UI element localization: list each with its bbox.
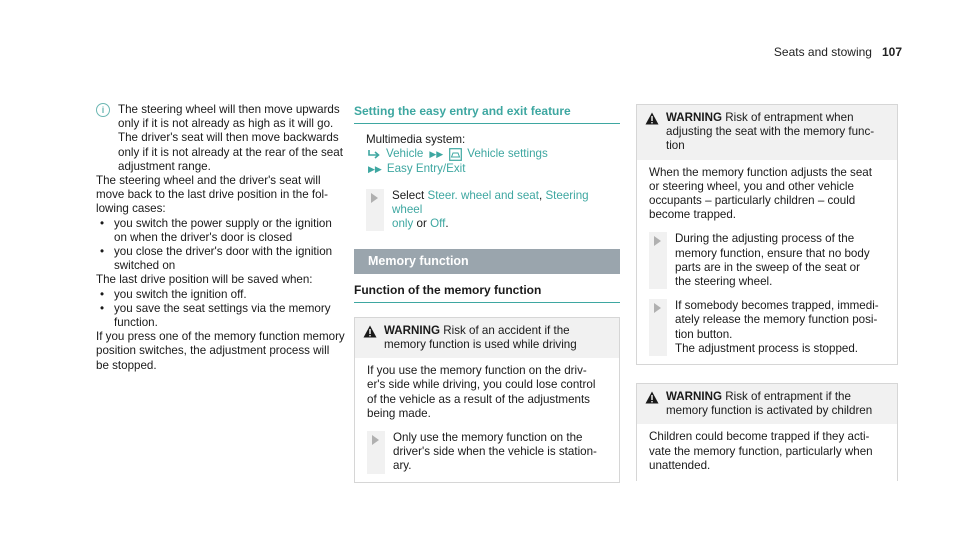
- menu-path: [368, 147, 620, 161]
- note-line: only if it is not already as high as it will go.: [118, 117, 334, 131]
- warning-body: [355, 358, 619, 481]
- warning-head: [637, 384, 897, 424]
- warning-box-entrapment-adjust: [636, 104, 898, 365]
- step-line: memory function, ensure that no body: [675, 246, 870, 260]
- path-vehicle-settings: Vehicle settings: [467, 147, 548, 161]
- menu-path-2: [368, 162, 620, 176]
- body-line: or steering wheel, you and other vehicle: [649, 179, 854, 193]
- column-left: [96, 103, 346, 373]
- warning-title-line: Risk of an accident if the: [443, 323, 570, 337]
- return-arrow-icon: [368, 149, 380, 160]
- warning-icon: [645, 391, 659, 404]
- body-line: of the vehicle as a result of the adjustments: [367, 392, 590, 406]
- step-line: The adjustment process is stopped.: [675, 341, 859, 355]
- page-number: 107: [881, 45, 902, 59]
- paragraph-cases: [96, 174, 346, 217]
- step-line: parts are in the sweep of the seat or: [675, 260, 860, 274]
- list-line: function.: [114, 316, 158, 330]
- note-line: The driver's seat will then move backwards: [118, 131, 339, 145]
- double-chevron-icon: ▶▶: [429, 149, 444, 160]
- para-line: position switches, the adjustment process will: [96, 344, 330, 358]
- warning-step: [649, 232, 885, 289]
- step-line: ately release the memory function posi-: [675, 313, 878, 327]
- body-line: become trapped.: [649, 208, 737, 222]
- page-header: [774, 45, 902, 59]
- warning-body: [637, 160, 897, 364]
- step-line: During the adjusting process of the: [675, 232, 855, 246]
- step-line: tion button.: [675, 327, 733, 341]
- paragraph-stop: [96, 330, 346, 373]
- double-chevron-icon: ▶▶: [368, 163, 382, 174]
- note-text: [118, 103, 343, 174]
- memory-function-bar: Memory function: [354, 249, 620, 273]
- body-line: If you use the memory function on the driv-: [367, 364, 587, 378]
- step-gutter: [649, 232, 667, 289]
- option-off: Off: [430, 217, 446, 231]
- warning-title-line: tion: [666, 139, 685, 153]
- paragraph-saved: The last drive position will be saved when:: [96, 273, 313, 287]
- body-line: vate the memory function, particularly when: [649, 444, 873, 458]
- step-line: ary.: [393, 459, 412, 473]
- list-item: [96, 302, 346, 330]
- option-steering-wheel: Steering wheel: [392, 188, 589, 217]
- warning-body: [637, 424, 897, 481]
- warning-label: WARNING: [384, 323, 441, 337]
- step-gutter: [649, 299, 667, 356]
- warning-box-accident: [354, 317, 620, 483]
- body-line: When the memory function adjusts the seat: [649, 165, 872, 179]
- list-line: on when the driver's door is closed: [114, 230, 293, 244]
- warning-head: [637, 105, 897, 160]
- warning-head: [355, 318, 619, 358]
- note-line: only if it is not already at the rear of the seat: [118, 145, 343, 159]
- warning-title-line: adjusting the seat with the memory func-: [666, 125, 875, 139]
- step-line: driver's side when the vehicle is station-: [393, 445, 597, 459]
- save-list: [96, 288, 346, 331]
- body-line: unattended.: [649, 458, 711, 472]
- step-line: the steering wheel.: [675, 275, 773, 289]
- option-only: only: [392, 217, 414, 231]
- step-arrow-icon: [371, 193, 378, 203]
- list-item: [96, 245, 346, 273]
- para-line: If you press one of the memory function memory: [96, 330, 345, 344]
- para-line: be stopped.: [96, 358, 157, 372]
- warning-title-line: memory function is activated by children: [666, 404, 873, 418]
- period: .: [445, 217, 449, 231]
- column-right: [636, 104, 898, 481]
- note: [96, 103, 346, 174]
- para-line: The steering wheel and the driver's seat will: [96, 174, 321, 188]
- path-easy-entry: Easy Entry/Exit: [386, 161, 466, 175]
- memory-subheading: Function of the memory function: [354, 283, 620, 303]
- system-label: Multimedia system:: [366, 133, 466, 147]
- list-line: • you switch the power supply or the ignition: [114, 216, 332, 230]
- step-line: Only use the memory function on the: [393, 431, 583, 445]
- option-steer-wheel-seat: Steer. wheel and seat: [427, 188, 539, 202]
- or-text: or: [416, 217, 427, 231]
- warning-step: [649, 299, 885, 356]
- body-line: er's side while driving, you could lose control: [367, 378, 596, 392]
- warning-icon: [645, 112, 659, 125]
- warning-step: [367, 431, 607, 474]
- step-gutter: [366, 189, 384, 232]
- select-step: [366, 189, 620, 232]
- section-heading: Setting the easy entry and exit feature: [354, 104, 620, 124]
- warning-title-line: Risk of entrapment when: [725, 111, 854, 124]
- column-middle: [354, 104, 620, 483]
- body-line: Children could become trapped if they acti-: [649, 430, 870, 444]
- list-item: [96, 288, 346, 302]
- note-line: The steering wheel will then move upwards: [118, 103, 340, 116]
- warning-box-entrapment-children: [636, 383, 898, 481]
- car-settings-icon: [449, 148, 462, 161]
- comma: ,: [538, 188, 543, 202]
- step-gutter: [367, 431, 385, 474]
- warning-label: WARNING: [666, 111, 723, 124]
- list-line: • you close the driver's door with the ignition: [114, 245, 333, 259]
- list-line: switched on: [114, 259, 176, 273]
- warning-icon: [363, 325, 377, 338]
- step-arrow-icon: [654, 303, 661, 313]
- list-line: • you save the seat settings via the memory: [114, 301, 331, 315]
- select-prefix: Select: [392, 188, 425, 202]
- body-line: being made.: [367, 406, 431, 420]
- section-title: Seats and stowing: [773, 45, 872, 59]
- warning-title: [666, 111, 874, 154]
- note-line: adjustment range.: [118, 159, 211, 173]
- list-line: • you switch the ignition off.: [114, 287, 247, 301]
- case-list: [96, 217, 346, 274]
- para-line: move back to the last drive position in the fol-: [96, 188, 328, 202]
- select-text: [392, 189, 620, 232]
- info-icon: i: [96, 103, 110, 117]
- warning-title-line: Risk of entrapment if the: [725, 390, 851, 404]
- body-line: occupants – particularly children – could: [649, 194, 856, 208]
- step-arrow-icon: [372, 435, 379, 445]
- warning-title: [666, 390, 872, 418]
- step-arrow-icon: [654, 236, 661, 246]
- step-line: If somebody becomes trapped, immedi-: [675, 299, 879, 313]
- warning-title-line: memory function is used while driving: [384, 338, 577, 352]
- path-vehicle: Vehicle: [386, 147, 424, 161]
- warning-title: [384, 324, 577, 352]
- para-line: lowing cases:: [96, 202, 166, 216]
- list-item: [96, 217, 346, 245]
- warning-label: WARNING: [666, 390, 723, 404]
